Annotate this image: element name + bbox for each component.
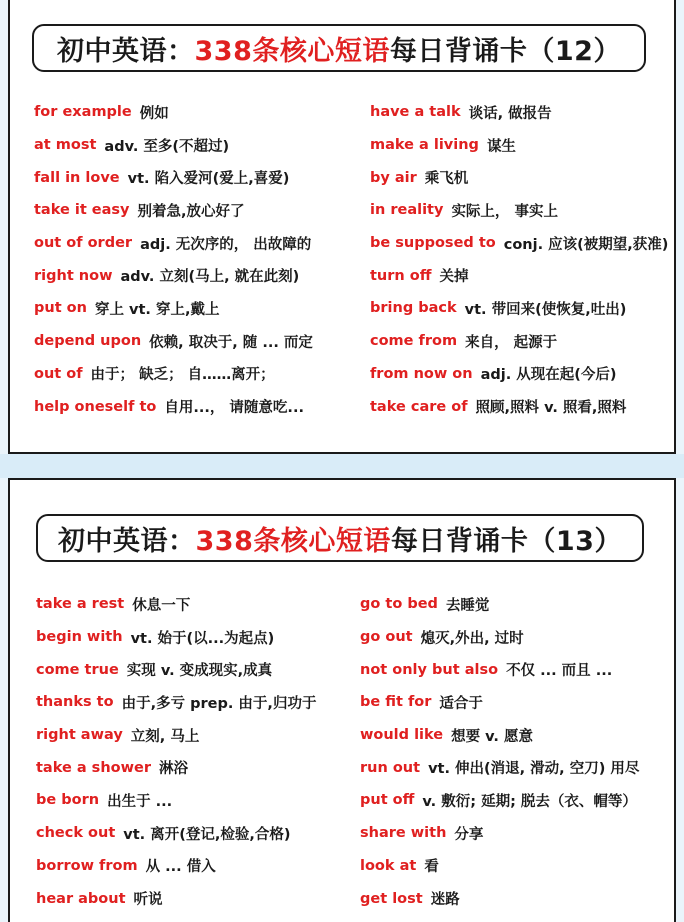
phrase-meaning: 依赖, 取决于, 随 ... 而定 (149, 334, 313, 351)
phrase-meaning: 淋浴 (158, 761, 188, 778)
title-prefix: 初中英语： (58, 525, 196, 557)
phrase-row (360, 882, 660, 915)
phrase-english: be supposed to (370, 235, 496, 252)
phrase-meaning: adv. 立刻(马上, 就在此刻) (120, 269, 300, 286)
phrase-row (34, 259, 364, 292)
phrase-meaning: adj. 从现在起(今后) (480, 367, 617, 384)
phrase-row (370, 129, 670, 162)
phrase-english: come from (370, 333, 458, 350)
phrase-row (370, 194, 670, 227)
phrase-row (34, 292, 364, 325)
phrase-english: at most (34, 137, 97, 154)
phrase-row (36, 686, 366, 719)
phrase-card-12 (8, 0, 676, 454)
phrase-english: thanks to (36, 694, 114, 711)
phrase-english: fall in love (34, 169, 120, 186)
phrase-row (34, 96, 364, 129)
phrase-meaning: 穿上 vt. 穿上,戴上 (94, 301, 220, 318)
phrase-row (370, 96, 670, 129)
phrase-english: would like (360, 727, 444, 744)
phrase-row (34, 358, 364, 391)
phrase-meaning: 谋生 (486, 138, 516, 155)
phrase-row (360, 850, 660, 883)
phrase-meaning: 看 (424, 859, 439, 876)
phrase-english: turn off (370, 267, 432, 284)
phrase-meaning: adv. 至多(不超过) (104, 138, 230, 155)
phrase-meaning: vt. 始于(以...为起点) (130, 630, 275, 647)
phrase-meaning: 照顾,照料 v. 照看,照料 (475, 400, 627, 417)
phrase-meaning: vt. 伸出(消退, 滑动, 空刀) 用尽 (428, 761, 640, 778)
phrase-english: help oneself to (34, 398, 157, 415)
title-suffix: 每日背诵卡（13） (390, 525, 622, 557)
phrase-row (34, 161, 364, 194)
phrase-row (360, 817, 660, 850)
phrase-row (34, 129, 364, 162)
phrase-meaning: 立刻, 马上 (130, 728, 200, 745)
phrase-english: in reality (370, 202, 444, 219)
title-highlight: 338条核心短语 (195, 525, 391, 557)
phrase-row (36, 784, 366, 817)
phrase-english: hear about (36, 890, 126, 907)
card-separator (0, 454, 684, 478)
phrase-english: take a rest (36, 596, 125, 613)
phrase-english: take care of (370, 398, 468, 415)
phrase-row (36, 817, 366, 850)
phrase-english: begin with (36, 629, 123, 646)
phrase-meaning: 出生于 ... (107, 793, 173, 810)
phrase-meaning: 自用...， 请随意吃... (164, 400, 304, 417)
phrase-english: out of order (34, 235, 133, 252)
phrase-row (34, 227, 364, 260)
phrase-row (370, 390, 670, 423)
phrase-row (36, 588, 366, 621)
phrase-meaning: 去睡觉 (445, 597, 490, 614)
phrase-list-right (360, 588, 660, 915)
phrase-row (370, 292, 670, 325)
phrase-english: check out (36, 825, 116, 842)
phrase-row (36, 751, 366, 784)
phrase-meaning: 由于； 缺乏； 自……离开； (90, 367, 275, 384)
phrase-meaning: 适合于 (439, 695, 483, 712)
phrase-row (360, 686, 660, 719)
phrase-row (360, 751, 660, 784)
phrase-meaning: 迷路 (430, 892, 460, 909)
phrase-english: make a living (370, 137, 479, 154)
phrase-english: go out (360, 629, 413, 646)
phrase-row (34, 390, 364, 423)
phrase-row (370, 358, 670, 391)
phrase-meaning: 熄灭,外出, 过时 (420, 630, 524, 647)
phrase-row (34, 194, 364, 227)
phrase-row (370, 325, 670, 358)
phrase-meaning: conj. 应该(被期望,获准) (503, 236, 669, 253)
title-suffix: 每日背诵卡（12） (389, 35, 621, 67)
phrase-meaning: 分享 (454, 826, 484, 843)
phrase-row (370, 259, 670, 292)
phrase-meaning: vt. 离开(登记,检验,合格) (123, 826, 291, 843)
phrase-card-13 (8, 478, 676, 922)
phrase-meaning: vt. 陷入爱河(爱上,喜爱) (127, 171, 290, 188)
phrase-english: have a talk (370, 104, 461, 121)
phrase-english: not only but also (360, 661, 499, 678)
phrase-meaning: 关掉 (439, 269, 469, 286)
phrase-meaning: v. 敷衍; 延期; 脱去（衣、帽等） (422, 793, 637, 810)
phrase-english: put on (34, 300, 87, 317)
phrase-row (36, 621, 366, 654)
phrase-english: share with (360, 825, 447, 842)
phrase-meaning: adj. 无次序的， 出故障的 (140, 236, 312, 253)
phrase-english: run out (360, 759, 421, 776)
phrase-row (360, 784, 660, 817)
phrase-row (360, 621, 660, 654)
phrase-meaning: 乘飞机 (424, 171, 469, 188)
phrase-row (360, 588, 660, 621)
phrase-english: come true (36, 661, 119, 678)
phrase-row (360, 653, 660, 686)
phrase-english: depend upon (34, 333, 142, 350)
phrase-row (34, 325, 364, 358)
phrase-meaning: 想要 v. 愿意 (451, 728, 533, 745)
title-prefix: 初中英语： (57, 35, 195, 67)
phrase-list-left (34, 96, 364, 423)
phrase-english: go to bed (360, 596, 438, 613)
phrase-english: put off (360, 792, 415, 809)
phrase-list-left (36, 588, 366, 915)
phrase-meaning: 谈话, 做报告 (468, 105, 552, 122)
phrase-english: right away (36, 727, 123, 744)
phrase-row (36, 653, 366, 686)
phrase-english: by air (370, 169, 417, 186)
phrase-english: borrow from (36, 857, 138, 874)
phrase-meaning: 实现 v. 变成现实,成真 (126, 663, 273, 680)
phrase-meaning: 休息一下 (132, 597, 191, 614)
phrase-english: be born (36, 792, 100, 809)
phrase-english: right now (34, 267, 113, 284)
phrase-meaning: 听说 (133, 892, 163, 909)
phrase-english: look at (360, 857, 417, 874)
phrase-meaning: 别着急,放心好了 (137, 203, 245, 220)
card-title (36, 514, 644, 562)
phrase-row (36, 719, 366, 752)
phrase-meaning: 例如 (139, 105, 169, 122)
phrase-meaning: 由于,多亏 prep. 由于,归功于 (121, 695, 317, 712)
phrase-row (36, 850, 366, 883)
phrase-row (370, 227, 670, 260)
phrase-english: take a shower (36, 759, 151, 776)
phrase-english: be fit for (360, 694, 432, 711)
phrase-meaning: 实际上， 事实上 (451, 203, 558, 220)
phrase-meaning: 从 ... 借入 (145, 859, 216, 876)
phrase-english: out of (34, 365, 83, 382)
phrase-row (370, 161, 670, 194)
phrase-meaning: 来自， 起源于 (465, 334, 558, 351)
phrase-english: get lost (360, 890, 423, 907)
phrase-english: take it easy (34, 202, 130, 219)
phrase-english: for example (34, 104, 132, 121)
card-title (32, 24, 646, 72)
phrase-meaning: vt. 带回来(使恢复,吐出) (464, 301, 627, 318)
phrase-list-right (370, 96, 670, 423)
title-highlight: 338条核心短语 (194, 35, 390, 67)
phrase-english: bring back (370, 300, 457, 317)
phrase-row (36, 882, 366, 915)
phrase-meaning: 不仅 ... 而且 ... (506, 663, 613, 680)
phrase-english: from now on (370, 365, 473, 382)
phrase-row (360, 719, 660, 752)
